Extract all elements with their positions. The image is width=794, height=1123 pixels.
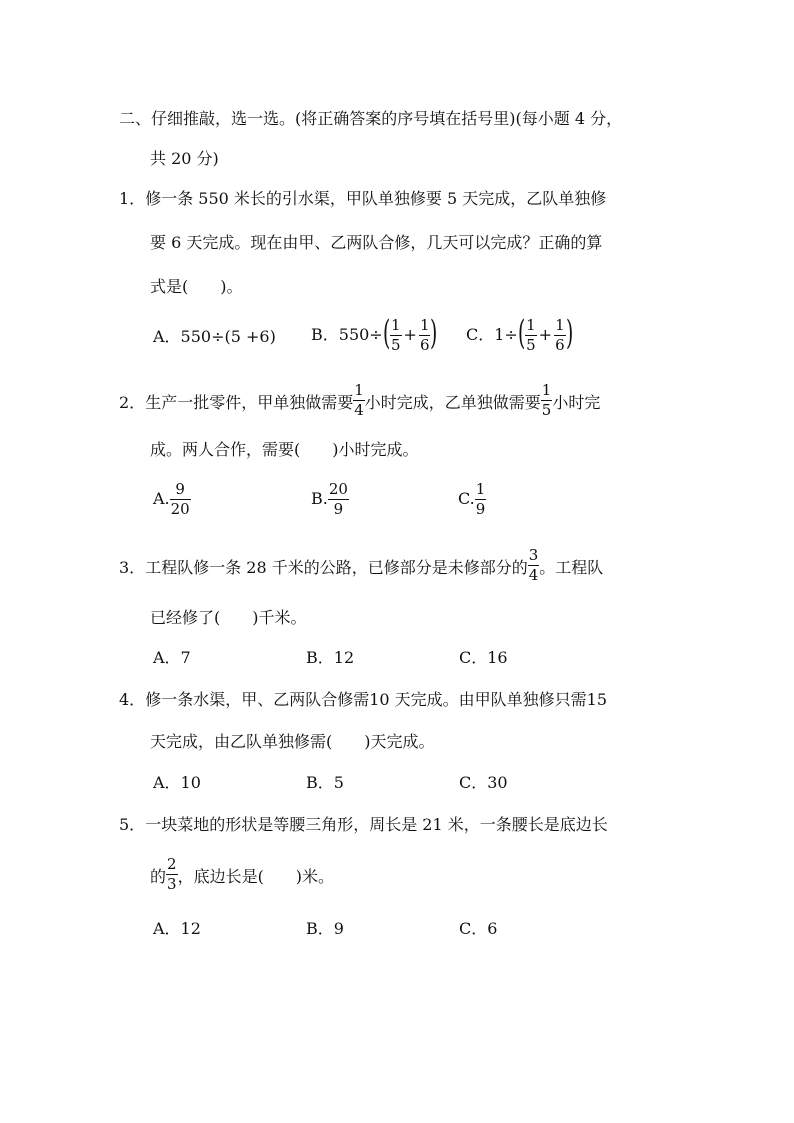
fraction-one-sixth: $\frac{1}{6}$ [555, 316, 565, 354]
question-4-option-b[interactable]: B．5 [306, 773, 344, 792]
question-5-text2a: 的 [150, 867, 167, 886]
question-1-option-c[interactable] [466, 312, 573, 354]
fraction-one-fifth: $\frac{1}{5}$ [541, 381, 552, 419]
question-2-text1a: 生产一批零件，甲单独做需要 [145, 393, 354, 412]
question-2-option-b[interactable]: B. $\frac{20}{9}$ [311, 480, 348, 518]
question-2-number: 2． [119, 393, 146, 412]
right-paren: ) [565, 312, 573, 353]
fraction-nine-twentieths: $\frac{9}{20}$ [170, 480, 190, 518]
left-paren: ( [382, 312, 390, 353]
left-paren: ( [517, 312, 526, 353]
plus-sign: + [538, 325, 553, 344]
question-2-option-c[interactable]: C. $\frac{1}{9}$ [458, 480, 486, 518]
question-3-number: 3． [119, 558, 146, 577]
plus-sign: + [403, 325, 417, 344]
question-3-option-a[interactable]: A．7 [153, 648, 191, 667]
question-3-text1b: 。工程队 [539, 558, 604, 577]
question-2-line2: 成。两人合作，需要( )小时完成。 [150, 440, 419, 459]
fraction-one-fifth: $\frac{1}{5}$ [390, 316, 401, 354]
question-4-text1: 修一条水渠，甲、乙两队合修需10 天完成。由甲队单独修只需15 [145, 690, 607, 709]
question-1-option-b[interactable] [311, 312, 438, 354]
question-4-option-a[interactable]: A．10 [153, 773, 201, 792]
question-5-number: 5． [119, 815, 146, 834]
fraction-three-quarters: $\frac{3}{4}$ [528, 546, 539, 584]
question-5-text1: 一块菜地的形状是等腰三角形，周长是 21 米，一条腰长是底边长 [145, 815, 608, 834]
question-4-line1 [119, 689, 607, 711]
section-title-line2: 共 20 分) [150, 149, 219, 168]
question-1-option-a[interactable]: A．550÷(5 +6) [153, 327, 276, 346]
question-2-line1 [119, 381, 601, 420]
question-1-number: 1． [119, 189, 146, 208]
question-3-line1 [119, 546, 604, 585]
fraction-one-quarter: $\frac{1}{4}$ [354, 381, 364, 419]
fraction-one-fifth: $\frac{1}{5}$ [526, 316, 536, 354]
right-paren: ) [430, 312, 438, 353]
question-2-text1c: 小时完 [552, 393, 601, 412]
question-5-line2 [150, 855, 335, 894]
question-4-option-c[interactable]: C．30 [459, 773, 508, 792]
section-title-line1: 二、仔细推敲，选一选。(将正确答案的序号填在括号里)(每小题 4 分， [119, 109, 623, 128]
question-2-option-a[interactable]: A. $\frac{9}{20}$ [153, 480, 190, 518]
question-3-line2: 已经修了( )千米。 [150, 608, 307, 627]
fraction-one-sixth: $\frac{1}{6}$ [419, 316, 430, 354]
fraction-twenty-ninths: $\frac{20}{9}$ [328, 480, 348, 518]
question-5-option-a[interactable]: A．12 [153, 919, 201, 938]
question-5-line1 [119, 814, 608, 836]
fraction-two-thirds: $\frac{2}{3}$ [167, 855, 177, 893]
question-5-option-c[interactable]: C．6 [459, 919, 498, 938]
question-1-text1: 修一条 550 米长的引水渠，甲队单独修要 5 天完成，乙队单独修 [145, 189, 607, 208]
question-3-option-b[interactable]: B．12 [306, 648, 355, 667]
option-b-prefix: B．550÷ [311, 325, 383, 344]
question-4-number: 4． [119, 690, 146, 709]
question-4-line2: 天完成，由乙队单独修需( )天完成。 [150, 732, 435, 751]
question-3-option-c[interactable]: C．16 [459, 648, 508, 667]
question-1-line3: 式是( )。 [150, 277, 243, 296]
question-3-text1a: 工程队修一条 28 千米的公路，已修部分是未修部分的 [145, 558, 528, 577]
question-1-line1 [119, 188, 606, 210]
question-2-text1b: 小时完成，乙单独做需要 [364, 393, 541, 412]
question-5-option-b[interactable]: B．9 [306, 919, 344, 938]
fraction-one-ninth: $\frac{1}{9}$ [475, 480, 486, 518]
option-c-prefix: C．1÷ [466, 325, 518, 344]
question-5-text2b: ，底边长是( )米。 [177, 867, 335, 886]
question-1-line2: 要 6 天完成。现在由甲、乙两队合修，几天可以完成？正确的算 [150, 233, 603, 252]
